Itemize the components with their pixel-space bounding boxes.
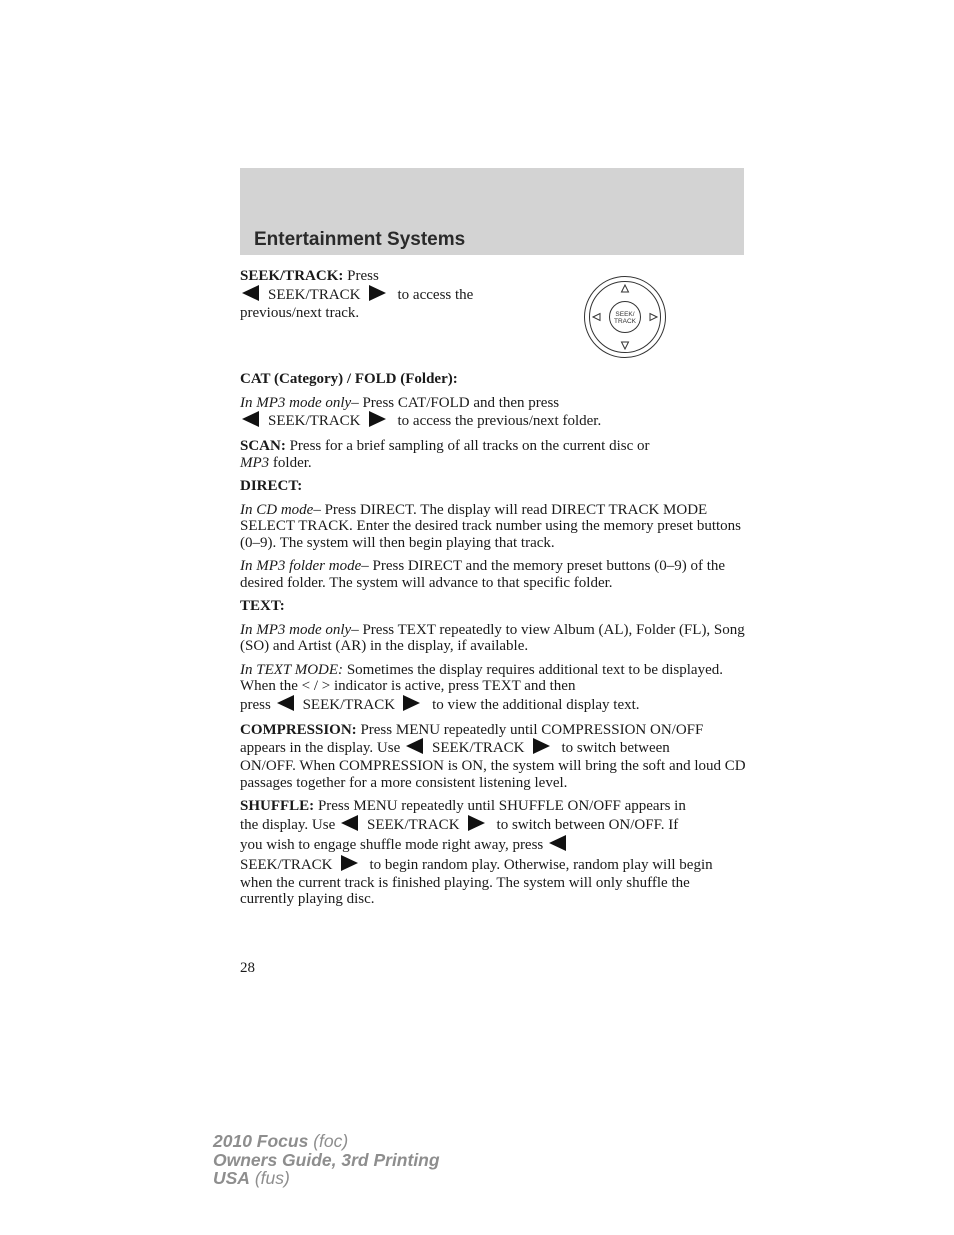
seek-left-arrow-icon — [277, 695, 294, 711]
seek-left-arrow-icon — [242, 411, 259, 427]
page-body — [240, 268, 746, 908]
seek-track-post2: previous/next track. — [240, 304, 360, 321]
direct-cd-text: – Press DIRECT. The display will read DIRECT TRACK MODE SELECT TRACK. Enter the desired track number using the memory preset buttons (0–9). The system will then begin playing that track. — [240, 501, 742, 551]
seek-right-arrow-icon — [369, 411, 386, 427]
text-heading-text: TEXT: — [240, 598, 285, 614]
shuffle-text1: Press MENU repeatedly until SHUFFLE ON/OFF appears in — [314, 798, 686, 814]
seek-right-arrow-icon — [468, 815, 485, 831]
shuffle-text3: to switch between ON/OFF. If — [496, 816, 679, 833]
cat-paragraph — [240, 395, 746, 432]
text-post: to view the additional display text. — [432, 696, 640, 713]
text-press: press — [240, 696, 271, 713]
seek-left-arrow-icon — [341, 815, 358, 831]
knob-label-2: TRACK — [613, 318, 637, 325]
direct-mp3-mode: In MP3 folder mode — [240, 558, 362, 574]
cat-heading-text: CAT (Category) / FOLD (Folder): — [240, 371, 458, 387]
text-mp3-text: – Press TEXT repeatedly to view Album (AL), Folder (FL), Song (SO) and Artist (AR) in the display, if available. — [240, 621, 745, 654]
page-number: 28 — [240, 960, 255, 976]
seek-track-label: SEEK/TRACK: — [240, 268, 344, 284]
text-mode-label: In TEXT MODE: — [240, 661, 344, 678]
text-mode-paragraph — [240, 662, 746, 715]
scan-paragraph — [240, 438, 746, 471]
section-title: Entertainment Systems — [254, 229, 466, 250]
scan-mode: MP3 — [240, 454, 270, 471]
text-mp3-mode: In MP3 mode only — [240, 621, 352, 638]
footer-model-code: (foc) — [308, 1131, 349, 1151]
shuffle-text5: to begin random play. Otherwise, random play will begin when the current track is finished playing. The system will only shuffle the currently playing disc. — [240, 856, 713, 907]
seek-track-post: to access the — [397, 286, 474, 303]
seek-track-paragraph — [240, 268, 500, 321]
seek-right-arrow-icon — [369, 285, 386, 301]
footer-guide: Owners Guide, 3rd Printing — [213, 1149, 440, 1170]
cat-text: – Press CAT/FOLD and then press — [351, 394, 560, 411]
scan-text: Press for a brief sampling of all tracks on the current disc or — [289, 438, 650, 454]
direct-heading — [240, 478, 746, 495]
footer-region: USA — [213, 1168, 250, 1188]
seek-right-arrow-icon — [341, 855, 358, 871]
direct-mp3-text: – Press DIRECT and the memory preset buttons (0–9) of the desired folder. The system will advance to that specific folder. — [240, 558, 726, 591]
direct-cd-mode: In CD mode — [240, 501, 314, 518]
direct-cd-paragraph — [240, 502, 746, 552]
text-mode-text: Sometimes the display requires additional text to be displayed. When the < / > indicator is active, press TEXT and then — [240, 661, 723, 694]
seek-right-arrow-icon — [403, 695, 420, 711]
direct-heading-text: DIRECT: — [240, 478, 303, 494]
seek-track-pre: Press — [347, 268, 379, 284]
seek-right-arrow-icon — [533, 738, 550, 754]
cat-button-text: SEEK/TRACK — [268, 413, 361, 429]
compression-button-text: SEEK/TRACK — [431, 740, 525, 756]
shuffle-text2: the display. Use — [240, 816, 336, 833]
compression-text2: appears in the display. Use — [240, 740, 401, 756]
shuffle-text4: you wish to engage shuffle mode right away, press — [240, 836, 544, 853]
text-button-text: SEEK/TRACK — [302, 696, 396, 713]
seek-left-arrow-icon — [242, 285, 259, 301]
seek-left-arrow-icon — [406, 738, 423, 754]
shuffle-button2-text: SEEK/TRACK — [240, 856, 333, 873]
shuffle-button-text: SEEK/TRACK — [367, 816, 460, 833]
shuffle-paragraph — [240, 798, 746, 908]
seek-left-arrow-icon — [549, 835, 566, 851]
scan-text2: folder. — [272, 454, 312, 471]
seek-track-button-text: SEEK/TRACK — [268, 286, 361, 303]
scan-label: SCAN: — [240, 438, 286, 454]
compression-label: COMPRESSION: — [240, 721, 357, 738]
text-mp3-paragraph — [240, 622, 746, 655]
footer-model: 2010 Focus — [213, 1131, 309, 1151]
compression-paragraph — [240, 722, 746, 792]
compression-text3: to switch between — [561, 740, 670, 756]
footer-region-code: (fus) — [249, 1168, 290, 1188]
compression-text4: ON/OFF. When COMPRESSION is ON, the system will bring the soft and loud CD passages together for a more consistent listening level. — [240, 758, 746, 791]
cat-mode: In MP3 mode only — [240, 394, 352, 411]
cat-heading — [240, 371, 746, 388]
knob-label-1: SEEK/ — [615, 311, 635, 318]
footer — [213, 1132, 440, 1188]
text-heading — [240, 598, 746, 615]
compression-text1: Press MENU repeatedly until COMPRESSION ON/OFF — [356, 721, 704, 738]
direct-mp3-paragraph — [240, 558, 746, 591]
cat-post: to access the previous/next folder. — [397, 413, 602, 429]
shuffle-label: SHUFFLE: — [240, 798, 315, 814]
section-header — [240, 168, 744, 255]
